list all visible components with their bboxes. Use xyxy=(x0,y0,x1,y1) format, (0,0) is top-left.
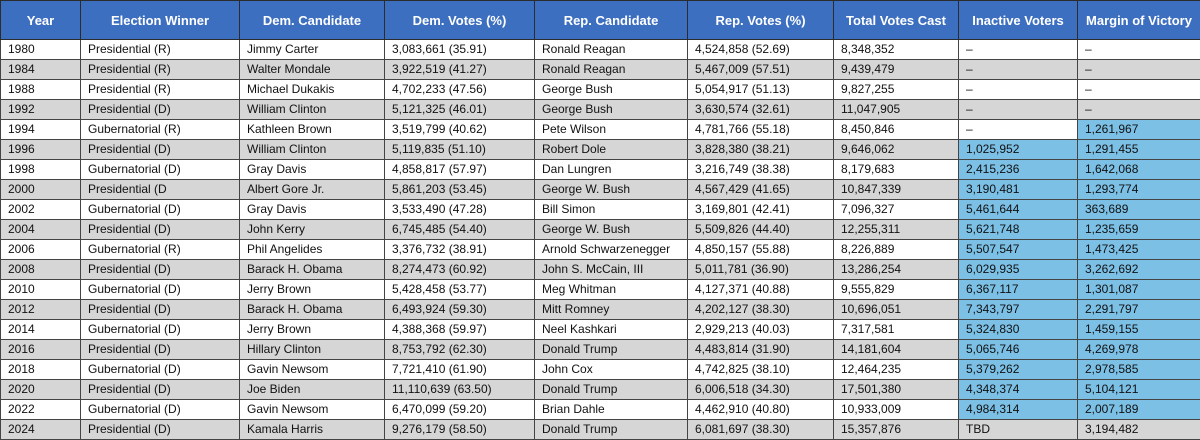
table-row xyxy=(1,280,1200,300)
rep-votes-cell: 4,850,157 (55.88) xyxy=(688,240,834,260)
margin-of-victory-cell: 1,301,087 xyxy=(1078,280,1200,300)
rep-candidate-cell: Meg Whitman xyxy=(535,280,688,300)
total-votes-cell: 7,096,327 xyxy=(834,200,959,220)
table-row xyxy=(1,320,1200,340)
rep-votes-cell: 5,467,009 (57.51) xyxy=(688,60,834,80)
margin-of-victory-cell: 2,978,585 xyxy=(1078,360,1200,380)
total-votes-cell: 14,181,604 xyxy=(834,340,959,360)
rep-candidate-cell: John Cox xyxy=(535,360,688,380)
dem-votes-cell: 3,083,661 (35.91) xyxy=(385,40,535,60)
rep-candidate-cell: Donald Trump xyxy=(535,340,688,360)
rep-votes-cell: 4,524,858 (52.69) xyxy=(688,40,834,60)
inactive-voters-cell: – xyxy=(959,60,1078,80)
rep-votes-cell: 3,216,749 (38.38) xyxy=(688,160,834,180)
dem-candidate-cell: Kathleen Brown xyxy=(240,120,385,140)
inactive-voters-cell: 5,324,830 xyxy=(959,320,1078,340)
election-winner-cell: Presidential (D) xyxy=(81,420,240,440)
election-winner-cell: Presidential (D xyxy=(81,180,240,200)
rep-votes-cell: 4,742,825 (38.10) xyxy=(688,360,834,380)
margin-of-victory-cell: 5,104,121 xyxy=(1078,380,1200,400)
inactive-voters-cell: 7,343,797 xyxy=(959,300,1078,320)
year-cell: 2004 xyxy=(1,220,81,240)
dem-candidate-cell: Gavin Newsom xyxy=(240,400,385,420)
election-winner-cell: Gubernatorial (R) xyxy=(81,240,240,260)
margin-of-victory-cell: 3,262,692 xyxy=(1078,260,1200,280)
dem-votes-cell: 5,121,325 (46.01) xyxy=(385,100,535,120)
rep-candidate-cell: George Bush xyxy=(535,100,688,120)
dem-candidate-cell: Phil Angelides xyxy=(240,240,385,260)
header-election-winner: Election Winner xyxy=(81,1,240,40)
year-cell: 2008 xyxy=(1,260,81,280)
rep-votes-cell: 4,462,910 (40.80) xyxy=(688,400,834,420)
election-winner-cell: Gubernatorial (D) xyxy=(81,200,240,220)
dem-candidate-cell: Walter Mondale xyxy=(240,60,385,80)
margin-of-victory-cell: – xyxy=(1078,60,1200,80)
rep-candidate-cell: George Bush xyxy=(535,80,688,100)
rep-candidate-cell: Neel Kashkari xyxy=(535,320,688,340)
rep-votes-cell: 5,011,781 (36.90) xyxy=(688,260,834,280)
year-cell: 2012 xyxy=(1,300,81,320)
margin-of-victory-cell: 2,007,189 xyxy=(1078,400,1200,420)
dem-candidate-cell: John Kerry xyxy=(240,220,385,240)
rep-votes-cell: 2,929,213 (40.03) xyxy=(688,320,834,340)
header-rep-candidate: Rep. Candidate xyxy=(535,1,688,40)
total-votes-cell: 7,317,581 xyxy=(834,320,959,340)
total-votes-cell: 11,047,905 xyxy=(834,100,959,120)
rep-candidate-cell: Brian Dahle xyxy=(535,400,688,420)
dem-candidate-cell: Michael Dukakis xyxy=(240,80,385,100)
table-row xyxy=(1,220,1200,240)
inactive-voters-cell: 5,621,748 xyxy=(959,220,1078,240)
inactive-voters-cell: 4,348,374 xyxy=(959,380,1078,400)
dem-candidate-cell: Gray Davis xyxy=(240,200,385,220)
inactive-voters-cell: – xyxy=(959,40,1078,60)
margin-of-victory-cell: 1,473,425 xyxy=(1078,240,1200,260)
rep-candidate-cell: John S. McCain, III xyxy=(535,260,688,280)
year-cell: 2018 xyxy=(1,360,81,380)
dem-votes-cell: 4,702,233 (47.56) xyxy=(385,80,535,100)
year-cell: 2022 xyxy=(1,400,81,420)
election-winner-cell: Presidential (R) xyxy=(81,80,240,100)
election-winner-cell: Presidential (D) xyxy=(81,220,240,240)
rep-votes-cell: 3,828,380 (38.21) xyxy=(688,140,834,160)
table-row xyxy=(1,140,1200,160)
rep-candidate-cell: Arnold Schwarzenegger xyxy=(535,240,688,260)
dem-votes-cell: 4,858,817 (57.97) xyxy=(385,160,535,180)
election-winner-cell: Presidential (R) xyxy=(81,40,240,60)
inactive-voters-cell: 1,025,952 xyxy=(959,140,1078,160)
margin-of-victory-cell: 1,642,068 xyxy=(1078,160,1200,180)
table-row xyxy=(1,180,1200,200)
dem-votes-cell: 6,493,924 (59.30) xyxy=(385,300,535,320)
table-row xyxy=(1,100,1200,120)
election-winner-cell: Presidential (D) xyxy=(81,380,240,400)
margin-of-victory-cell: 4,269,978 xyxy=(1078,340,1200,360)
rep-votes-cell: 4,781,766 (55.18) xyxy=(688,120,834,140)
header-inactive-voters: Inactive Voters xyxy=(959,1,1078,40)
header-rep-votes: Rep. Votes (%) xyxy=(688,1,834,40)
inactive-voters-cell: – xyxy=(959,120,1078,140)
total-votes-cell: 9,555,829 xyxy=(834,280,959,300)
total-votes-cell: 12,464,235 xyxy=(834,360,959,380)
total-votes-cell: 15,357,876 xyxy=(834,420,959,440)
dem-candidate-cell: Jimmy Carter xyxy=(240,40,385,60)
inactive-voters-cell: TBD xyxy=(959,420,1078,440)
rep-votes-cell: 3,169,801 (42.41) xyxy=(688,200,834,220)
dem-candidate-cell: Gray Davis xyxy=(240,160,385,180)
header-dem-candidate: Dem. Candidate xyxy=(240,1,385,40)
header-year: Year xyxy=(1,1,81,40)
election-winner-cell: Presidential (D) xyxy=(81,140,240,160)
dem-candidate-cell: Barack H. Obama xyxy=(240,260,385,280)
dem-votes-cell: 4,388,368 (59.97) xyxy=(385,320,535,340)
table-row xyxy=(1,200,1200,220)
margin-of-victory-cell: 363,689 xyxy=(1078,200,1200,220)
dem-votes-cell: 3,533,490 (47.28) xyxy=(385,200,535,220)
dem-candidate-cell: Gavin Newsom xyxy=(240,360,385,380)
rep-votes-cell: 4,483,814 (31.90) xyxy=(688,340,834,360)
dem-candidate-cell: Jerry Brown xyxy=(240,280,385,300)
year-cell: 1996 xyxy=(1,140,81,160)
rep-candidate-cell: Donald Trump xyxy=(535,420,688,440)
table-row xyxy=(1,360,1200,380)
rep-votes-cell: 6,081,697 (38.30) xyxy=(688,420,834,440)
rep-candidate-cell: Ronald Reagan xyxy=(535,40,688,60)
rep-votes-cell: 6,006,518 (34.30) xyxy=(688,380,834,400)
table-row xyxy=(1,300,1200,320)
dem-votes-cell: 9,276,179 (58.50) xyxy=(385,420,535,440)
rep-votes-cell: 5,054,917 (51.13) xyxy=(688,80,834,100)
table-row xyxy=(1,340,1200,360)
rep-candidate-cell: Mitt Romney xyxy=(535,300,688,320)
table-row xyxy=(1,160,1200,180)
rep-votes-cell: 4,567,429 (41.65) xyxy=(688,180,834,200)
total-votes-cell: 8,179,683 xyxy=(834,160,959,180)
margin-of-victory-cell: – xyxy=(1078,40,1200,60)
rep-candidate-cell: Robert Dole xyxy=(535,140,688,160)
inactive-voters-cell: 5,065,746 xyxy=(959,340,1078,360)
dem-votes-cell: 3,922,519 (41.27) xyxy=(385,60,535,80)
dem-votes-cell: 3,519,799 (40.62) xyxy=(385,120,535,140)
year-cell: 1980 xyxy=(1,40,81,60)
election-winner-cell: Presidential (D) xyxy=(81,260,240,280)
rep-candidate-cell: Pete Wilson xyxy=(535,120,688,140)
table-row xyxy=(1,260,1200,280)
margin-of-victory-cell: 1,261,967 xyxy=(1078,120,1200,140)
rep-votes-cell: 3,630,574 (32.61) xyxy=(688,100,834,120)
dem-votes-cell: 3,376,732 (38.91) xyxy=(385,240,535,260)
total-votes-cell: 9,439,479 xyxy=(834,60,959,80)
inactive-voters-cell: 5,461,644 xyxy=(959,200,1078,220)
header-row xyxy=(1,1,1200,40)
inactive-voters-cell: 4,984,314 xyxy=(959,400,1078,420)
table-row xyxy=(1,80,1200,100)
inactive-voters-cell: 3,190,481 xyxy=(959,180,1078,200)
year-cell: 1988 xyxy=(1,80,81,100)
year-cell: 2002 xyxy=(1,200,81,220)
margin-of-victory-cell: – xyxy=(1078,80,1200,100)
margin-of-victory-cell: 1,293,774 xyxy=(1078,180,1200,200)
dem-candidate-cell: William Clinton xyxy=(240,140,385,160)
inactive-voters-cell: 2,415,236 xyxy=(959,160,1078,180)
dem-votes-cell: 6,745,485 (54.40) xyxy=(385,220,535,240)
dem-candidate-cell: William Clinton xyxy=(240,100,385,120)
rep-candidate-cell: Dan Lungren xyxy=(535,160,688,180)
total-votes-cell: 13,286,254 xyxy=(834,260,959,280)
rep-votes-cell: 4,127,371 (40.88) xyxy=(688,280,834,300)
dem-votes-cell: 7,721,410 (61.90) xyxy=(385,360,535,380)
inactive-voters-cell: 6,367,117 xyxy=(959,280,1078,300)
dem-votes-cell: 6,470,099 (59.20) xyxy=(385,400,535,420)
dem-votes-cell: 11,110,639 (63.50) xyxy=(385,380,535,400)
rep-candidate-cell: George W. Bush xyxy=(535,180,688,200)
election-winner-cell: Gubernatorial (D) xyxy=(81,280,240,300)
election-winner-cell: Gubernatorial (D) xyxy=(81,400,240,420)
election-winner-cell: Presidential (R) xyxy=(81,60,240,80)
total-votes-cell: 8,348,352 xyxy=(834,40,959,60)
year-cell: 2024 xyxy=(1,420,81,440)
year-cell: 2016 xyxy=(1,340,81,360)
dem-candidate-cell: Jerry Brown xyxy=(240,320,385,340)
dem-candidate-cell: Barack H. Obama xyxy=(240,300,385,320)
table-row xyxy=(1,420,1200,440)
dem-votes-cell: 5,861,203 (53.45) xyxy=(385,180,535,200)
table-row xyxy=(1,380,1200,400)
margin-of-victory-cell: 2,291,797 xyxy=(1078,300,1200,320)
dem-candidate-cell: Kamala Harris xyxy=(240,420,385,440)
election-winner-cell: Gubernatorial (D) xyxy=(81,320,240,340)
dem-candidate-cell: Joe Biden xyxy=(240,380,385,400)
rep-candidate-cell: Bill Simon xyxy=(535,200,688,220)
year-cell: 1998 xyxy=(1,160,81,180)
total-votes-cell: 9,827,255 xyxy=(834,80,959,100)
dem-votes-cell: 5,119,835 (51.10) xyxy=(385,140,535,160)
table-row xyxy=(1,40,1200,60)
year-cell: 2000 xyxy=(1,180,81,200)
margin-of-victory-cell: 1,291,455 xyxy=(1078,140,1200,160)
margin-of-victory-cell: 3,194,482 xyxy=(1078,420,1200,440)
total-votes-cell: 10,933,009 xyxy=(834,400,959,420)
election-winner-cell: Gubernatorial (R) xyxy=(81,120,240,140)
year-cell: 2010 xyxy=(1,280,81,300)
rep-candidate-cell: Donald Trump xyxy=(535,380,688,400)
inactive-voters-cell: – xyxy=(959,80,1078,100)
dem-candidate-cell: Albert Gore Jr. xyxy=(240,180,385,200)
year-cell: 2014 xyxy=(1,320,81,340)
rep-votes-cell: 4,202,127 (38.30) xyxy=(688,300,834,320)
total-votes-cell: 17,501,380 xyxy=(834,380,959,400)
year-cell: 1984 xyxy=(1,60,81,80)
header-margin-of-victory: Margin of Victory xyxy=(1078,1,1200,40)
total-votes-cell: 8,450,846 xyxy=(834,120,959,140)
election-winner-cell: Presidential (D) xyxy=(81,300,240,320)
year-cell: 2006 xyxy=(1,240,81,260)
election-winner-cell: Presidential (D) xyxy=(81,100,240,120)
table-row xyxy=(1,240,1200,260)
total-votes-cell: 10,696,051 xyxy=(834,300,959,320)
total-votes-cell: 12,255,311 xyxy=(834,220,959,240)
dem-votes-cell: 5,428,458 (53.77) xyxy=(385,280,535,300)
table-row xyxy=(1,120,1200,140)
year-cell: 1992 xyxy=(1,100,81,120)
dem-votes-cell: 8,753,792 (62.30) xyxy=(385,340,535,360)
header-total-votes: Total Votes Cast xyxy=(834,1,959,40)
rep-votes-cell: 5,509,826 (44.40) xyxy=(688,220,834,240)
inactive-voters-cell: 5,507,547 xyxy=(959,240,1078,260)
rep-candidate-cell: Ronald Reagan xyxy=(535,60,688,80)
total-votes-cell: 8,226,889 xyxy=(834,240,959,260)
year-cell: 2020 xyxy=(1,380,81,400)
election-winner-cell: Presidential (D) xyxy=(81,340,240,360)
inactive-voters-cell: 6,029,935 xyxy=(959,260,1078,280)
rep-candidate-cell: George W. Bush xyxy=(535,220,688,240)
inactive-voters-cell: – xyxy=(959,100,1078,120)
dem-votes-cell: 8,274,473 (60.92) xyxy=(385,260,535,280)
year-cell: 1994 xyxy=(1,120,81,140)
margin-of-victory-cell: 1,459,155 xyxy=(1078,320,1200,340)
election-winner-cell: Gubernatorial (D) xyxy=(81,360,240,380)
inactive-voters-cell: 5,379,262 xyxy=(959,360,1078,380)
margin-of-victory-cell: 1,235,659 xyxy=(1078,220,1200,240)
table-row xyxy=(1,400,1200,420)
total-votes-cell: 9,646,062 xyxy=(834,140,959,160)
dem-candidate-cell: Hillary Clinton xyxy=(240,340,385,360)
table-row xyxy=(1,60,1200,80)
total-votes-cell: 10,847,339 xyxy=(834,180,959,200)
election-winner-cell: Gubernatorial (D) xyxy=(81,160,240,180)
header-dem-votes: Dem. Votes (%) xyxy=(385,1,535,40)
margin-of-victory-cell: – xyxy=(1078,100,1200,120)
